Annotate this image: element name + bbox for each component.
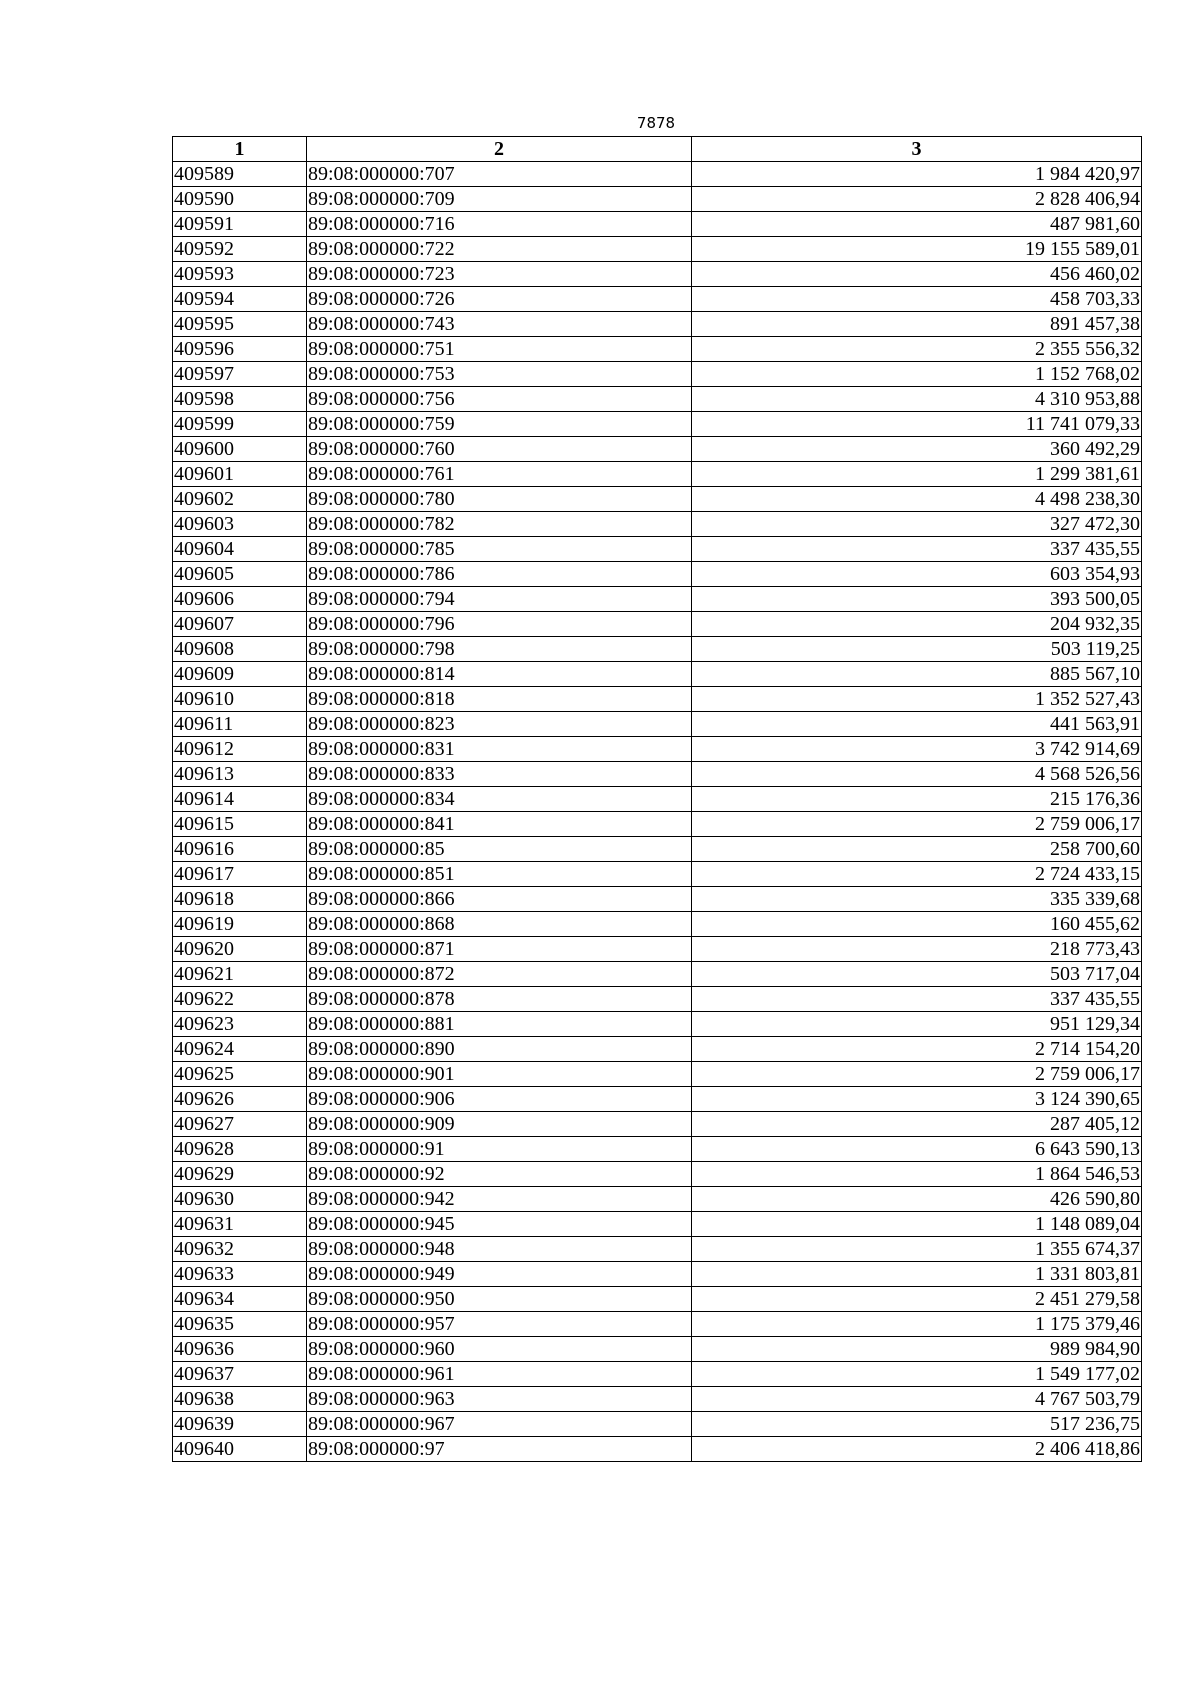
table-row	[173, 387, 1142, 412]
value-cell: 951 129,34	[692, 1012, 1142, 1037]
cadastral-number-cell: 89:08:000000:866	[307, 887, 692, 912]
cadastral-number-cell: 89:08:000000:726	[307, 287, 692, 312]
table-body	[173, 162, 1142, 1462]
value-cell: 487 981,60	[692, 212, 1142, 237]
table-row	[173, 1287, 1142, 1312]
cadastral-number-cell: 89:08:000000:756	[307, 387, 692, 412]
value-cell: 160 455,62	[692, 912, 1142, 937]
row-number-cell: 409636	[173, 1337, 307, 1362]
value-cell: 1 355 674,37	[692, 1237, 1142, 1262]
cadastral-number-cell: 89:08:000000:957	[307, 1312, 692, 1337]
value-cell: 603 354,93	[692, 562, 1142, 587]
table-row	[173, 812, 1142, 837]
cadastral-number-cell: 89:08:000000:831	[307, 737, 692, 762]
row-number-cell: 409615	[173, 812, 307, 837]
page-number: 7878	[636, 114, 676, 132]
table-row	[173, 237, 1142, 262]
table-row	[173, 1012, 1142, 1037]
value-cell: 2 759 006,17	[692, 812, 1142, 837]
row-number-cell: 409631	[173, 1212, 307, 1237]
table-row	[173, 1387, 1142, 1412]
value-cell: 885 567,10	[692, 662, 1142, 687]
row-number-cell: 409614	[173, 787, 307, 812]
row-number-cell: 409637	[173, 1362, 307, 1387]
cadastral-number-cell: 89:08:000000:909	[307, 1112, 692, 1137]
table-row	[173, 1412, 1142, 1437]
row-number-cell: 409623	[173, 1012, 307, 1037]
cadastral-number-cell: 89:08:000000:723	[307, 262, 692, 287]
row-number-cell: 409640	[173, 1437, 307, 1462]
table-row	[173, 787, 1142, 812]
row-number-cell: 409598	[173, 387, 307, 412]
row-number-cell: 409633	[173, 1262, 307, 1287]
row-number-cell: 409629	[173, 1162, 307, 1187]
cadastral-number-cell: 89:08:000000:760	[307, 437, 692, 462]
cadastral-number-cell: 89:08:000000:942	[307, 1187, 692, 1212]
value-cell: 989 984,90	[692, 1337, 1142, 1362]
table-row	[173, 587, 1142, 612]
row-number-cell: 409589	[173, 162, 307, 187]
row-number-cell: 409627	[173, 1112, 307, 1137]
row-number-cell: 409632	[173, 1237, 307, 1262]
value-cell: 204 932,35	[692, 612, 1142, 637]
row-number-cell: 409625	[173, 1062, 307, 1087]
row-number-cell: 409622	[173, 987, 307, 1012]
row-number-cell: 409626	[173, 1087, 307, 1112]
cadastral-number-cell: 89:08:000000:796	[307, 612, 692, 637]
cadastral-number-cell: 89:08:000000:794	[307, 587, 692, 612]
table-row	[173, 862, 1142, 887]
value-cell: 1 984 420,97	[692, 162, 1142, 187]
value-cell: 1 331 803,81	[692, 1262, 1142, 1287]
table-row	[173, 1212, 1142, 1237]
cadastral-number-cell: 89:08:000000:753	[307, 362, 692, 387]
value-cell: 4 568 526,56	[692, 762, 1142, 787]
value-cell: 517 236,75	[692, 1412, 1142, 1437]
table-row	[173, 1137, 1142, 1162]
cadastral-number-cell: 89:08:000000:780	[307, 487, 692, 512]
row-number-cell: 409624	[173, 1037, 307, 1062]
cadastral-number-cell: 89:08:000000:833	[307, 762, 692, 787]
value-cell: 287 405,12	[692, 1112, 1142, 1137]
row-number-cell: 409599	[173, 412, 307, 437]
row-number-cell: 409612	[173, 737, 307, 762]
value-cell: 215 176,36	[692, 787, 1142, 812]
cadastral-number-cell: 89:08:000000:906	[307, 1087, 692, 1112]
value-cell: 1 549 177,02	[692, 1362, 1142, 1387]
table-row	[173, 1237, 1142, 1262]
value-cell: 3 124 390,65	[692, 1087, 1142, 1112]
row-number-cell: 409610	[173, 687, 307, 712]
register-table	[172, 136, 1142, 1462]
value-cell: 456 460,02	[692, 262, 1142, 287]
row-number-cell: 409621	[173, 962, 307, 987]
table-row	[173, 687, 1142, 712]
value-cell: 1 175 379,46	[692, 1312, 1142, 1337]
value-cell: 2 759 006,17	[692, 1062, 1142, 1087]
row-number-cell: 409591	[173, 212, 307, 237]
value-cell: 1 864 546,53	[692, 1162, 1142, 1187]
table-row	[173, 312, 1142, 337]
row-number-cell: 409638	[173, 1387, 307, 1412]
table-row	[173, 212, 1142, 237]
cadastral-number-cell: 89:08:000000:967	[307, 1412, 692, 1437]
value-cell: 426 590,80	[692, 1187, 1142, 1212]
cadastral-number-cell: 89:08:000000:97	[307, 1437, 692, 1462]
value-cell: 4 498 238,30	[692, 487, 1142, 512]
table-row	[173, 712, 1142, 737]
cadastral-number-cell: 89:08:000000:823	[307, 712, 692, 737]
value-cell: 337 435,55	[692, 537, 1142, 562]
value-cell: 6 643 590,13	[692, 1137, 1142, 1162]
table-row	[173, 487, 1142, 512]
table-row	[173, 987, 1142, 1012]
cadastral-number-cell: 89:08:000000:945	[307, 1212, 692, 1237]
row-number-cell: 409639	[173, 1412, 307, 1437]
table-row	[173, 162, 1142, 187]
value-cell: 1 152 768,02	[692, 362, 1142, 387]
cadastral-number-cell: 89:08:000000:890	[307, 1037, 692, 1062]
table-row	[173, 962, 1142, 987]
row-number-cell: 409601	[173, 462, 307, 487]
table-row	[173, 1437, 1142, 1462]
cadastral-number-cell: 89:08:000000:716	[307, 212, 692, 237]
cadastral-number-cell: 89:08:000000:901	[307, 1062, 692, 1087]
value-cell: 11 741 079,33	[692, 412, 1142, 437]
cadastral-number-cell: 89:08:000000:798	[307, 637, 692, 662]
row-number-cell: 409602	[173, 487, 307, 512]
cadastral-number-cell: 89:08:000000:948	[307, 1237, 692, 1262]
value-cell: 2 828 406,94	[692, 187, 1142, 212]
row-number-cell: 409597	[173, 362, 307, 387]
cadastral-number-cell: 89:08:000000:963	[307, 1387, 692, 1412]
column-header-1: 1	[173, 137, 307, 162]
row-number-cell: 409630	[173, 1187, 307, 1212]
table-row	[173, 887, 1142, 912]
table-row	[173, 737, 1142, 762]
value-cell: 2 724 433,15	[692, 862, 1142, 887]
column-header-3: 3	[692, 137, 1142, 162]
table-row	[173, 612, 1142, 637]
value-cell: 335 339,68	[692, 887, 1142, 912]
value-cell: 393 500,05	[692, 587, 1142, 612]
table-row	[173, 937, 1142, 962]
value-cell: 458 703,33	[692, 287, 1142, 312]
column-header-2: 2	[307, 137, 692, 162]
cadastral-number-cell: 89:08:000000:759	[307, 412, 692, 437]
row-number-cell: 409609	[173, 662, 307, 687]
value-cell: 891 457,38	[692, 312, 1142, 337]
cadastral-number-cell: 89:08:000000:834	[307, 787, 692, 812]
table-row	[173, 562, 1142, 587]
cadastral-number-cell: 89:08:000000:782	[307, 512, 692, 537]
table-row	[173, 662, 1142, 687]
cadastral-number-cell: 89:08:000000:851	[307, 862, 692, 887]
value-cell: 4 767 503,79	[692, 1387, 1142, 1412]
table-row	[173, 1262, 1142, 1287]
row-number-cell: 409593	[173, 262, 307, 287]
cadastral-number-cell: 89:08:000000:961	[307, 1362, 692, 1387]
row-number-cell: 409592	[173, 237, 307, 262]
row-number-cell: 409628	[173, 1137, 307, 1162]
cadastral-number-cell: 89:08:000000:949	[307, 1262, 692, 1287]
cadastral-number-cell: 89:08:000000:871	[307, 937, 692, 962]
row-number-cell: 409603	[173, 512, 307, 537]
table-row	[173, 912, 1142, 937]
table-row	[173, 1362, 1142, 1387]
table-row	[173, 262, 1142, 287]
cadastral-number-cell: 89:08:000000:786	[307, 562, 692, 587]
row-number-cell: 409605	[173, 562, 307, 587]
table-row	[173, 362, 1142, 387]
row-number-cell: 409606	[173, 587, 307, 612]
row-number-cell: 409595	[173, 312, 307, 337]
value-cell: 2 355 556,32	[692, 337, 1142, 362]
row-number-cell: 409596	[173, 337, 307, 362]
row-number-cell: 409619	[173, 912, 307, 937]
table-row	[173, 1112, 1142, 1137]
table-row	[173, 437, 1142, 462]
row-number-cell: 409607	[173, 612, 307, 637]
value-cell: 503 119,25	[692, 637, 1142, 662]
value-cell: 19 155 589,01	[692, 237, 1142, 262]
table-row	[173, 337, 1142, 362]
table-row	[173, 287, 1142, 312]
table-row	[173, 1187, 1142, 1212]
row-number-cell: 409616	[173, 837, 307, 862]
cadastral-number-cell: 89:08:000000:785	[307, 537, 692, 562]
value-cell: 3 742 914,69	[692, 737, 1142, 762]
header-row	[173, 137, 1142, 162]
row-number-cell: 409611	[173, 712, 307, 737]
cadastral-number-cell: 89:08:000000:743	[307, 312, 692, 337]
row-number-cell: 409594	[173, 287, 307, 312]
value-cell: 2 451 279,58	[692, 1287, 1142, 1312]
cadastral-number-cell: 89:08:000000:85	[307, 837, 692, 862]
cadastral-number-cell: 89:08:000000:707	[307, 162, 692, 187]
table-row	[173, 1162, 1142, 1187]
value-cell: 1 148 089,04	[692, 1212, 1142, 1237]
cadastral-number-cell: 89:08:000000:814	[307, 662, 692, 687]
value-cell: 258 700,60	[692, 837, 1142, 862]
row-number-cell: 409590	[173, 187, 307, 212]
row-number-cell: 409635	[173, 1312, 307, 1337]
table-row	[173, 1062, 1142, 1087]
row-number-cell: 409613	[173, 762, 307, 787]
table-row	[173, 1037, 1142, 1062]
table-row	[173, 1312, 1142, 1337]
cadastral-number-cell: 89:08:000000:92	[307, 1162, 692, 1187]
table-row	[173, 837, 1142, 862]
value-cell: 2 406 418,86	[692, 1437, 1142, 1462]
cadastral-number-cell: 89:08:000000:868	[307, 912, 692, 937]
row-number-cell: 409608	[173, 637, 307, 662]
cadastral-number-cell: 89:08:000000:722	[307, 237, 692, 262]
cadastral-number-cell: 89:08:000000:709	[307, 187, 692, 212]
value-cell: 2 714 154,20	[692, 1037, 1142, 1062]
cadastral-number-cell: 89:08:000000:761	[307, 462, 692, 487]
table-row	[173, 762, 1142, 787]
cadastral-number-cell: 89:08:000000:950	[307, 1287, 692, 1312]
value-cell: 337 435,55	[692, 987, 1142, 1012]
row-number-cell: 409604	[173, 537, 307, 562]
row-number-cell: 409617	[173, 862, 307, 887]
cadastral-number-cell: 89:08:000000:751	[307, 337, 692, 362]
value-cell: 441 563,91	[692, 712, 1142, 737]
value-cell: 4 310 953,88	[692, 387, 1142, 412]
value-cell: 503 717,04	[692, 962, 1142, 987]
value-cell: 360 492,29	[692, 437, 1142, 462]
row-number-cell: 409618	[173, 887, 307, 912]
table-row	[173, 462, 1142, 487]
cadastral-number-cell: 89:08:000000:872	[307, 962, 692, 987]
table-row	[173, 537, 1142, 562]
table-row	[173, 1337, 1142, 1362]
table-row	[173, 187, 1142, 212]
value-cell: 218 773,43	[692, 937, 1142, 962]
cadastral-number-cell: 89:08:000000:878	[307, 987, 692, 1012]
row-number-cell: 409620	[173, 937, 307, 962]
value-cell: 1 299 381,61	[692, 462, 1142, 487]
value-cell: 1 352 527,43	[692, 687, 1142, 712]
row-number-cell: 409634	[173, 1287, 307, 1312]
cadastral-number-cell: 89:08:000000:818	[307, 687, 692, 712]
table-header	[173, 137, 1142, 162]
cadastral-number-cell: 89:08:000000:960	[307, 1337, 692, 1362]
table-row	[173, 637, 1142, 662]
value-cell: 327 472,30	[692, 512, 1142, 537]
table-row	[173, 412, 1142, 437]
cadastral-number-cell: 89:08:000000:91	[307, 1137, 692, 1162]
cadastral-number-cell: 89:08:000000:881	[307, 1012, 692, 1037]
table-row	[173, 1087, 1142, 1112]
row-number-cell: 409600	[173, 437, 307, 462]
cadastral-number-cell: 89:08:000000:841	[307, 812, 692, 837]
table-row	[173, 512, 1142, 537]
